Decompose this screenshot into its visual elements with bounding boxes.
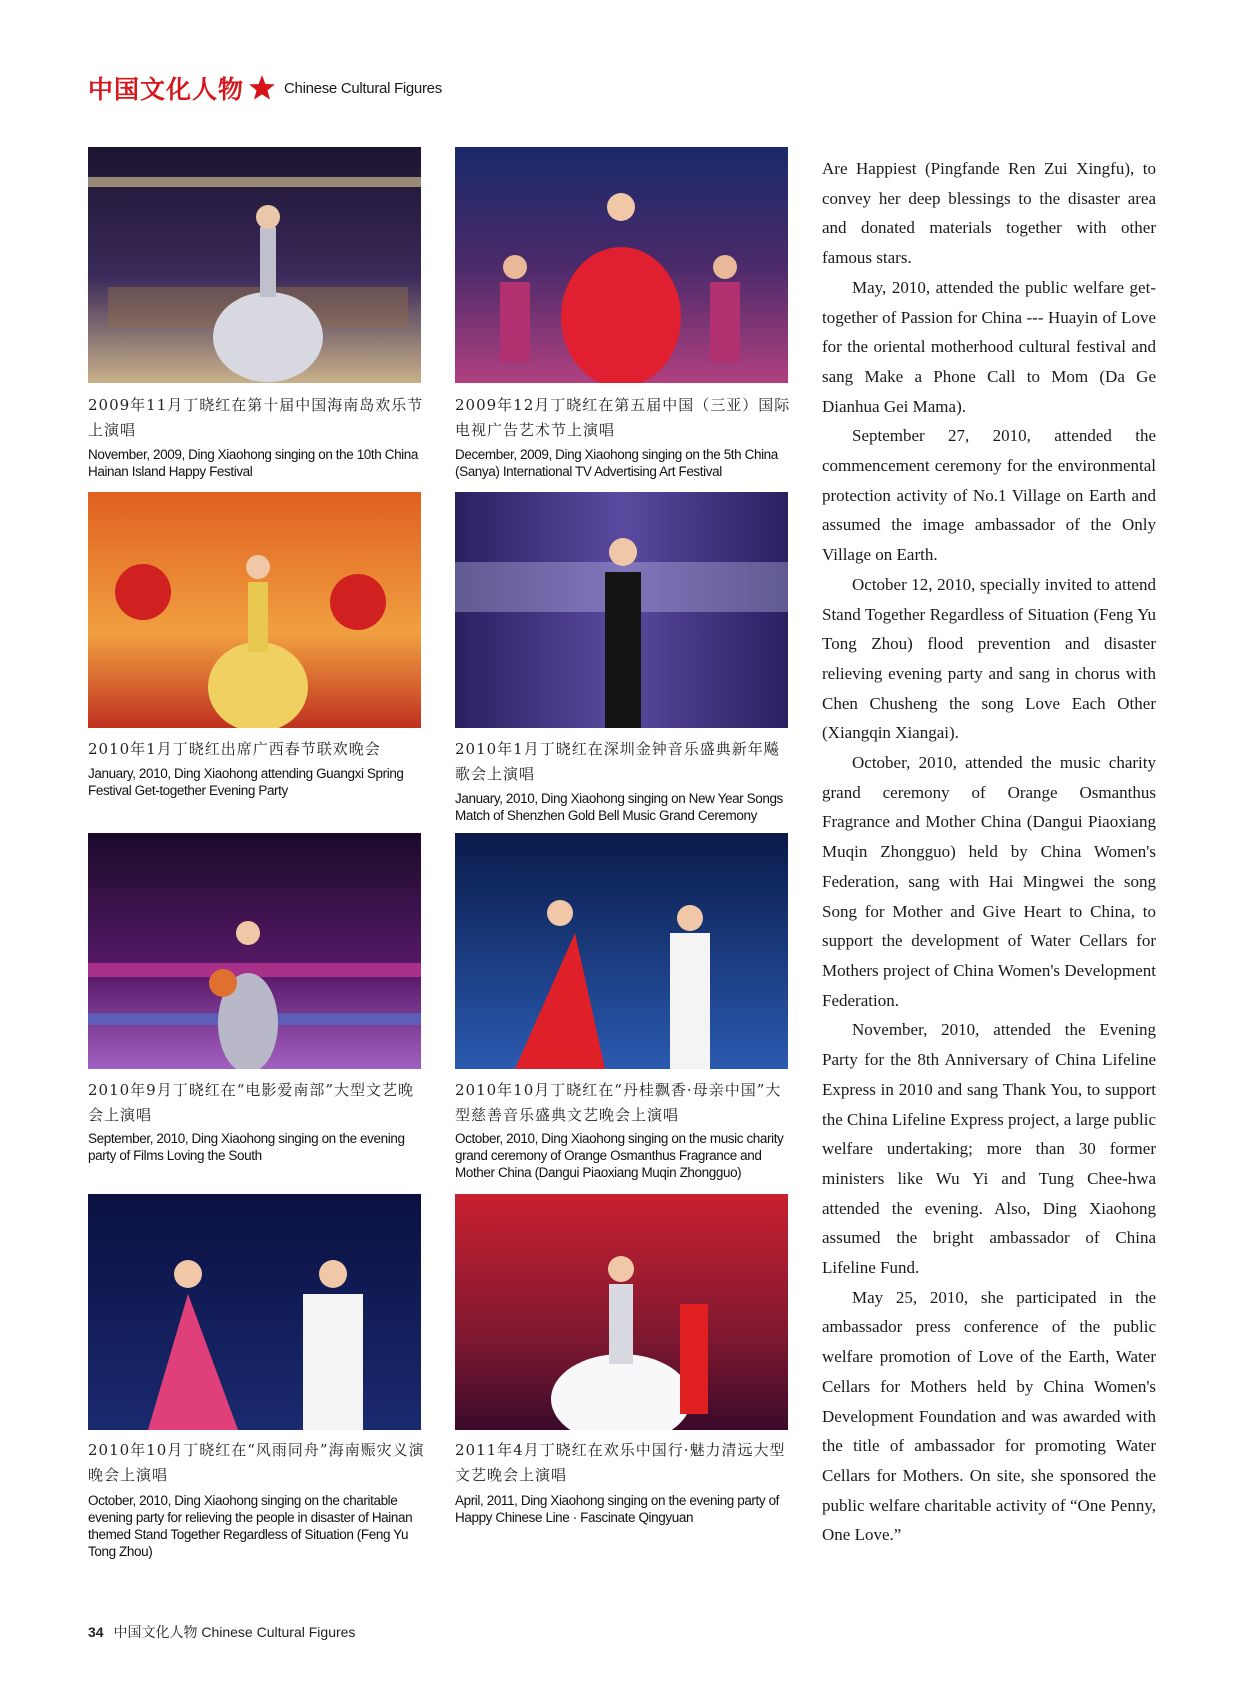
article-paragraph: September 27, 2010, attended the commencement ceremony for the environmental protection activity of No.1 Village on Earth and assumed the image ambassador of the Only Village on Earth.	[822, 426, 1156, 565]
photo-caption-en: April, 2011, Ding Xiaohong singing on the evening party of Happy Chinese Line · Fascinate Qingyuan	[455, 1493, 780, 1525]
photo-caption-cn: 2010年1月丁晓红在深圳金钟音乐盛典新年飚歌会上演唱	[455, 740, 780, 783]
photo-caption-cn: 2009年11月丁晓红在第十届中国海南岛欢乐节上演唱	[88, 396, 424, 439]
photo-hainan-disaster-relief	[88, 1194, 421, 1430]
photo-films-loving-south	[88, 833, 421, 1069]
photo-caption-cn: 2010年1月丁晓红出席广西春节联欢晚会	[88, 740, 381, 758]
photo-caption-cn: 2011年4月丁晓红在欢乐中国行·魅力清远大型文艺晚会上演唱	[455, 1441, 786, 1484]
photo-shenzhen-gold-bell	[455, 492, 788, 728]
article-paragraph: May, 2010, attended the public welfare get-together of Passion for China --- Huayin of Love for the oriental motherhood cultural festival and sang Make a Phone Call to Mom (Da Ge Dianhua Gei Mama).	[822, 277, 1156, 416]
photo-caption-en: October, 2010, Ding Xiaohong singing on the charitable evening party for relieving the people in disaster of Hainan themed Stand Together Regardless of Situation (Feng Yu Tong Zhou)	[88, 1493, 413, 1559]
magazine-logo-en: Chinese Cultural Figures	[284, 79, 442, 97]
photo-caption-en: November, 2009, Ding Xiaohong singing on the 10th China Hainan Island Happy Festival	[88, 447, 418, 479]
photo-qingyuan-party	[455, 1194, 788, 1430]
page-footer	[88, 1622, 355, 1642]
photo-mother-china	[455, 833, 788, 1069]
photo-guangxi-party	[88, 492, 421, 728]
photo-caption-en: September, 2010, Ding Xiaohong singing on the evening party of Films Loving the South	[88, 1131, 405, 1163]
article-paragraph: October 12, 2010, specially invited to attend Stand Together Regardless of Situation (Feng Yu Tong Zhou) flood prevention and disaster relieving evening party and sang in chorus with Chen Chusheng the song Love Each Other (Xiangqin Xiangai).	[822, 574, 1156, 743]
article-paragraph: October, 2010, attended the music charity grand ceremony of Orange Osmanthus Fragrance and Mother China (Dangui Piaoxiang Muqin Zhongguo) held by China Women's Federation, sang with Hai Mingwei the song Song for Mother and Give Heart to China, to support the development of Water Cellars for Mothers project of China Women's Development Federation.	[822, 753, 1156, 1010]
photo-caption-cn: 2010年10月丁晓红在“风雨同舟”海南赈灾义演晚会上演唱	[88, 1441, 425, 1484]
photo-caption-cn: 2010年10月丁晓红在“丹桂飘香·母亲中国”大型慈善音乐盛典文艺晚会上演唱	[455, 1081, 782, 1124]
article-paragraph: November, 2010, attended the Evening Party for the 8th Anniversary of China Lifeline Express in 2010 and sang Thank You, to support the China Lifeline Express project, a large public welfare undertaking; more than 30 former ministers like Wu Yi and Tung Chee-hwa attended the evening. Also, Ding Xiaohong assumed the bright ambassador of China Lifeline Fund.	[822, 1020, 1156, 1278]
photo-caption-cn: 2009年12月丁晓红在第五届中国（三亚）国际电视广告艺术节上演唱	[455, 396, 791, 439]
photo-caption-cn: 2010年9月丁晓红在“电影爱南部”大型文艺晚会上演唱	[88, 1081, 415, 1124]
photo-hainan-festival	[88, 147, 421, 383]
magazine-header	[88, 70, 442, 106]
article-paragraph: May 25, 2010, she participated in the ambassador press conference of the public welfare promotion of Love of the Earth, Water Cellars for Mothers held by China Women's Development Foundation and was awarded with the title of ambassador for promoting Water Cellars for Mothers. On site, she sponsored the public welfare charitable activity of “One Penny, One Love.”	[822, 1287, 1156, 1545]
photo-caption-en: December, 2009, Ding Xiaohong singing on the 5th China (Sanya) International TV Advertising Art Festival	[455, 447, 778, 479]
photo-caption-en: January, 2010, Ding Xiaohong singing on New Year Songs Match of Shenzhen Gold Bell Music Grand Ceremony	[455, 791, 783, 823]
photo-caption-en: October, 2010, Ding Xiaohong singing on the music charity grand ceremony of Orange Osmanthus Fragrance and Mother China (Dangui Piaoxiang Muqin Zhongguo)	[455, 1131, 784, 1180]
magazine-logo-cn: 中国文化人物	[88, 75, 245, 104]
footer-title: 中国文化人物 Chinese Cultural Figures	[113, 1624, 356, 1640]
photo-caption-en: January, 2010, Ding Xiaohong attending Guangxi Spring Festival Get-together Evening Party	[88, 766, 404, 798]
article-paragraph: Are Happiest (Pingfande Ren Zui Xingfu), to convey her deep blessings to the disaster area and donated materials together with other famous stars.	[822, 159, 1156, 268]
page-number: 34	[88, 1624, 104, 1640]
star-icon	[248, 74, 276, 102]
article-body	[822, 154, 1156, 1550]
photo-sanya-festival	[455, 147, 788, 383]
